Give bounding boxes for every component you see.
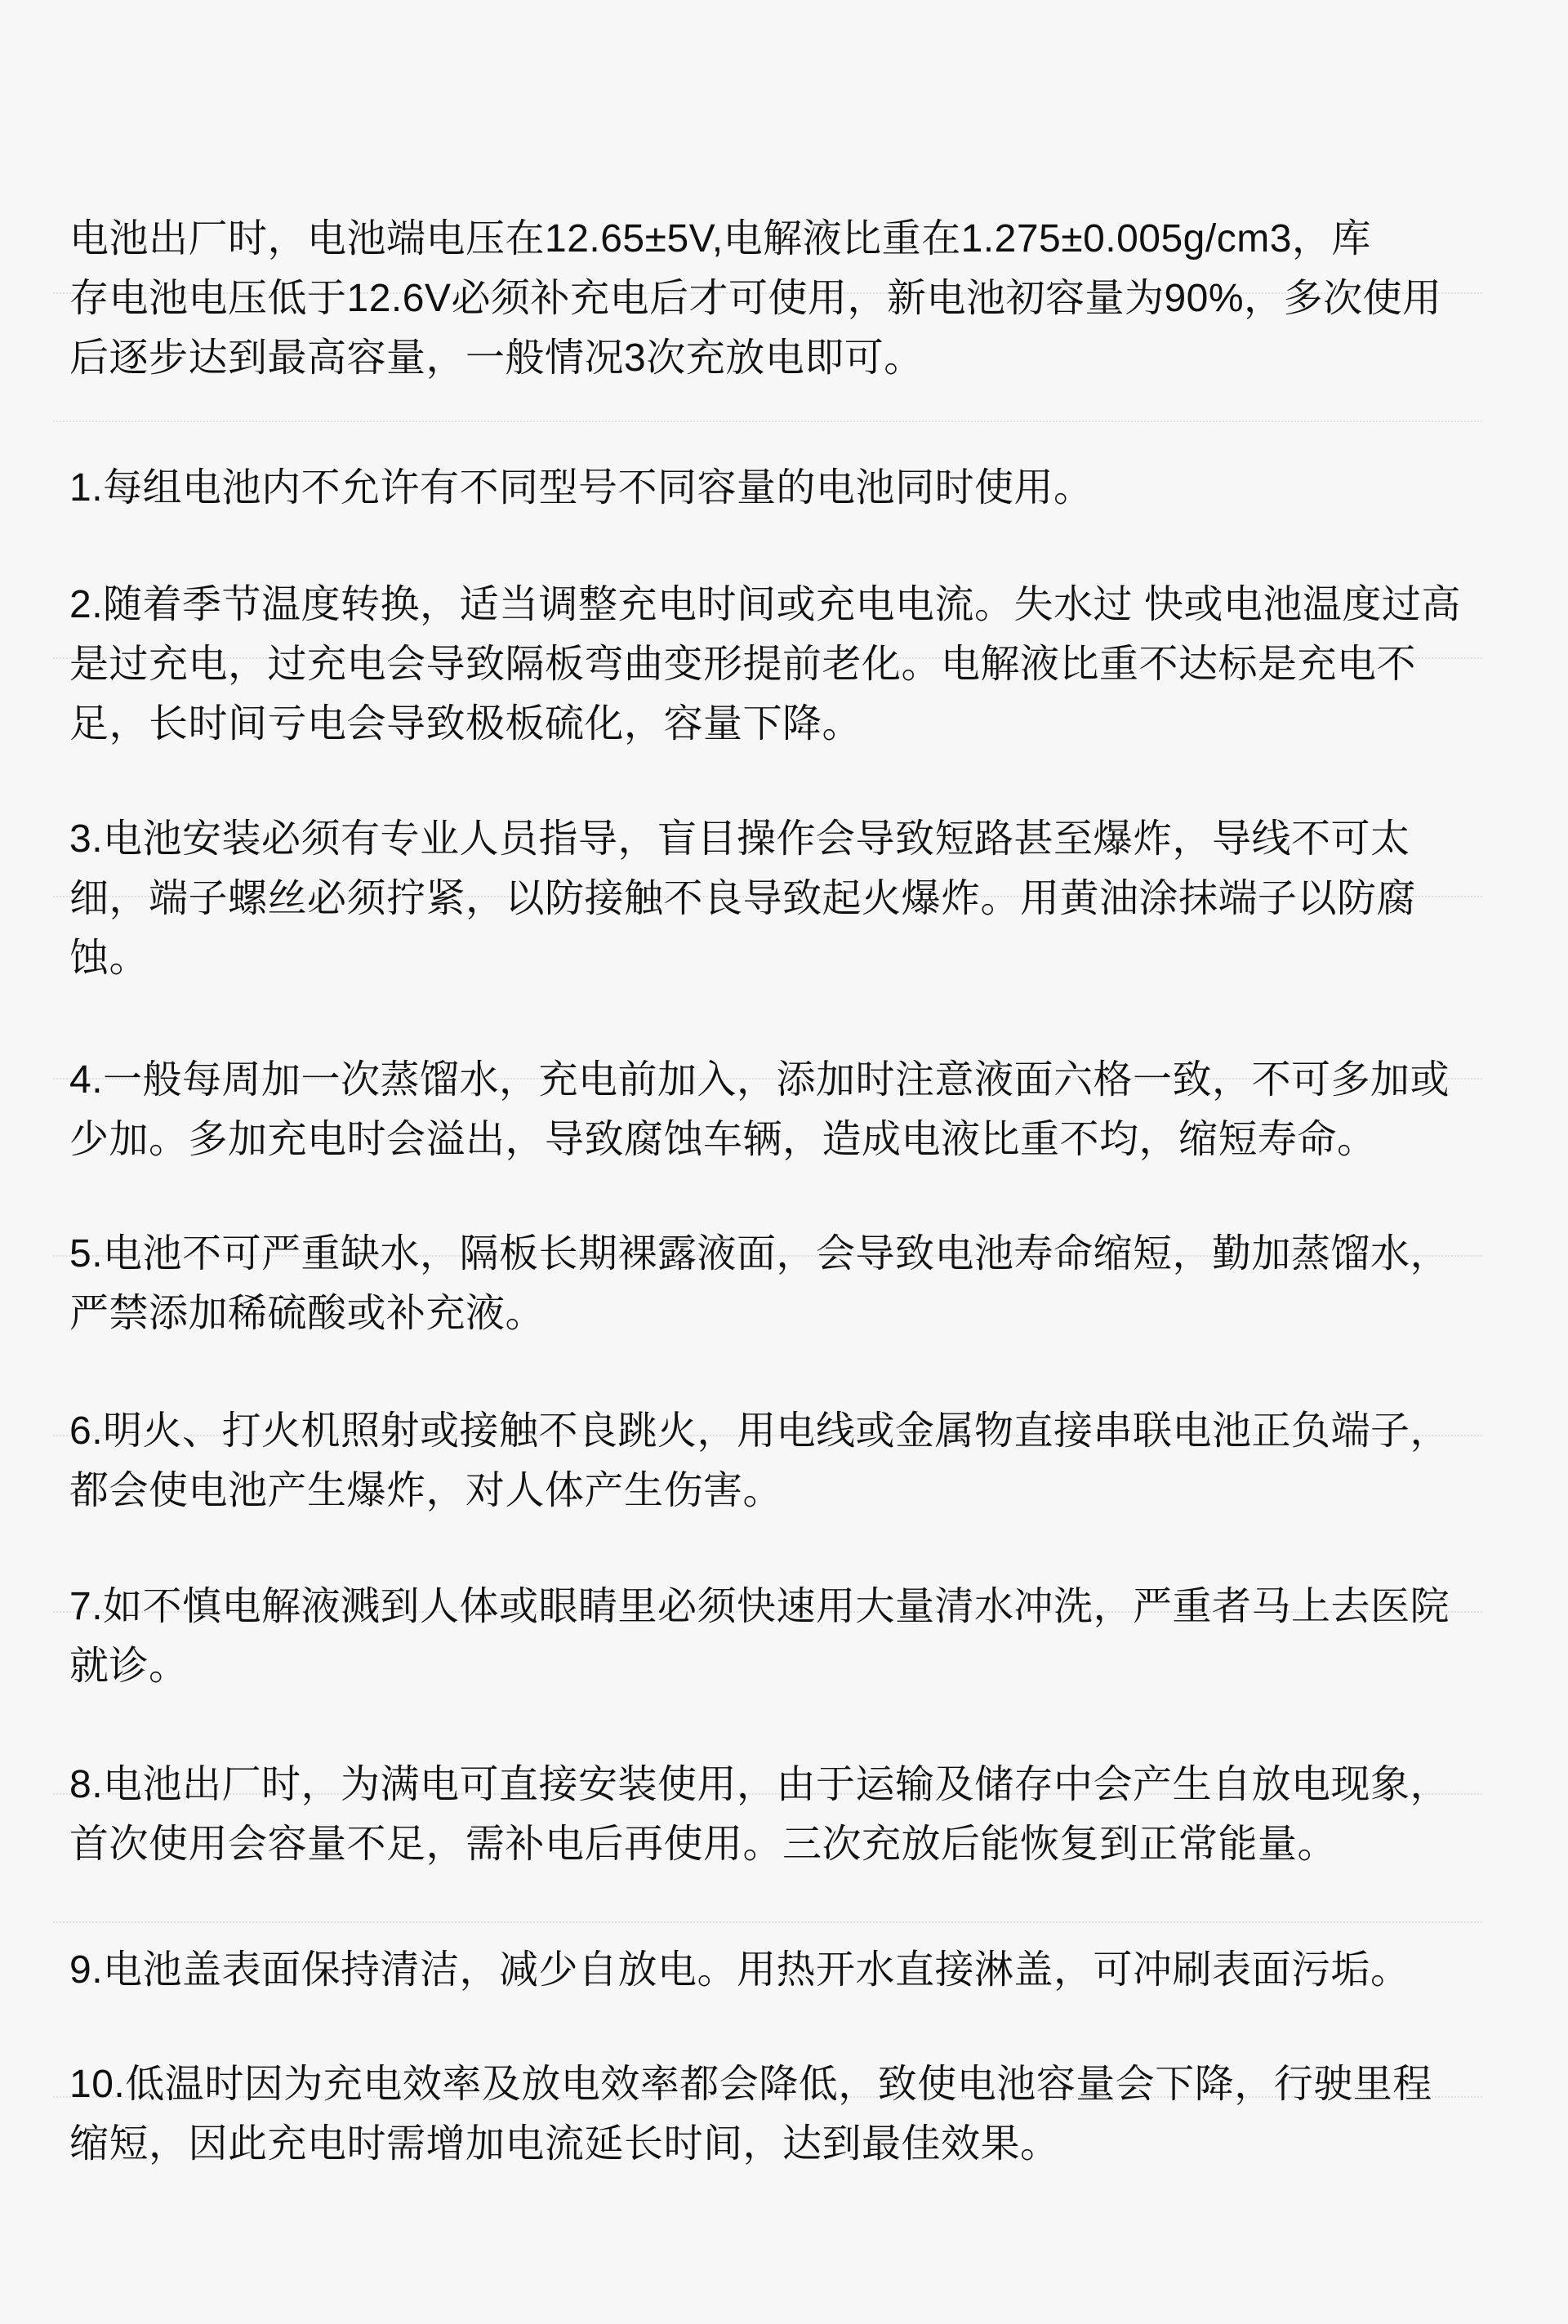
paragraph-item-2 [69, 575, 1499, 754]
paragraph-item-1 [69, 458, 1499, 518]
text-line: 后逐步达到最高容量，一般情况3次充放电即可。 [69, 336, 924, 380]
paragraph-item-8 [69, 1755, 1499, 1874]
paragraph-item-10 [69, 2055, 1499, 2174]
text-line: 存电池电压低于12.6V必须补充电后才可使用，新电池初容量为90%，多次使用 [69, 277, 1442, 320]
text-line: 7.如不慎电解液溅到人体或眼睛里必须快速用大量清水冲洗，严重者马上去医院 [69, 1585, 1450, 1628]
paragraph-item-7 [69, 1577, 1499, 1696]
paragraph-item-6 [69, 1401, 1499, 1520]
text-line: 就诊。 [69, 1645, 189, 1688]
text-line: 9.电池盖表面保持清洁，减少自放电。用热开水直接淋盖，可冲刷表面污垢。 [69, 1948, 1410, 1992]
text-line: 电池出厂时，电池端电压在12.65±5V,电解液比重在1.275±0.005g/cm3，库 [69, 217, 1371, 260]
text-line: 首次使用会容量不足，需补电后再使用。三次充放后能恢复到正常能量。 [69, 1823, 1338, 1866]
text-line: 6.明火、打火机照射或接触不良跳火，用电线或金属物直接串联电池正负端子， [69, 1409, 1450, 1453]
text-line: 8.电池出厂时，为满电可直接安装使用，由于运输及储存中会产生自放电现象， [69, 1763, 1450, 1806]
text-line: 是过充电，过充电会导致隔板弯曲变形提前老化。电解液比重不达标是充电不 [69, 643, 1417, 686]
text-line: 都会使电池产生爆炸，对人体产生伤害。 [69, 1469, 783, 1512]
text-line: 缩短，因此充电时需增加电流延长时间，达到最佳效果。 [69, 2122, 1060, 2166]
paragraph-item-9 [69, 1940, 1499, 2000]
paragraph-item-4 [69, 1050, 1499, 1169]
text-line: 1.每组电池内不允许有不同型号不同容量的电池同时使用。 [69, 466, 1094, 510]
text-line: 严禁添加稀硫酸或补充液。 [69, 1292, 546, 1335]
text-line: 10.低温时因为充电效率及放电效率都会降低，致使电池容量会下降，行驶里程 [69, 2063, 1432, 2106]
paragraph-intro [69, 209, 1499, 388]
text-line: 5.电池不可严重缺水，隔板长期裸露液面，会导致电池寿命缩短，勤加蒸馏水， [69, 1232, 1450, 1276]
text-line: 细，端子螺丝必须拧紧，以防接触不良导致起火爆炸。用黄油涂抹端子以防腐 [69, 877, 1417, 920]
text-line: 2.随着季节温度转换，适当调整充电时间或充电电流。失水过 快或电池温度过高 [69, 583, 1461, 626]
text-line: 蚀。 [69, 937, 149, 980]
text-line: 足，长时间亏电会导致极板硫化，容量下降。 [69, 702, 862, 746]
paragraph-item-5 [69, 1224, 1499, 1343]
paragraph-item-3 [69, 809, 1499, 988]
text-line: 4.一般每周加一次蒸馏水，充电前加入，添加时注意液面六格一致，不可多加或 [69, 1058, 1450, 1102]
text-line: 少加。多加充电时会溢出，导致腐蚀车辆，造成电液比重不均，缩短寿命。 [69, 1118, 1377, 1161]
text-line: 3.电池安装必须有专业人员指导，盲目操作会导致短路甚至爆炸，导线不可太 [69, 817, 1410, 861]
